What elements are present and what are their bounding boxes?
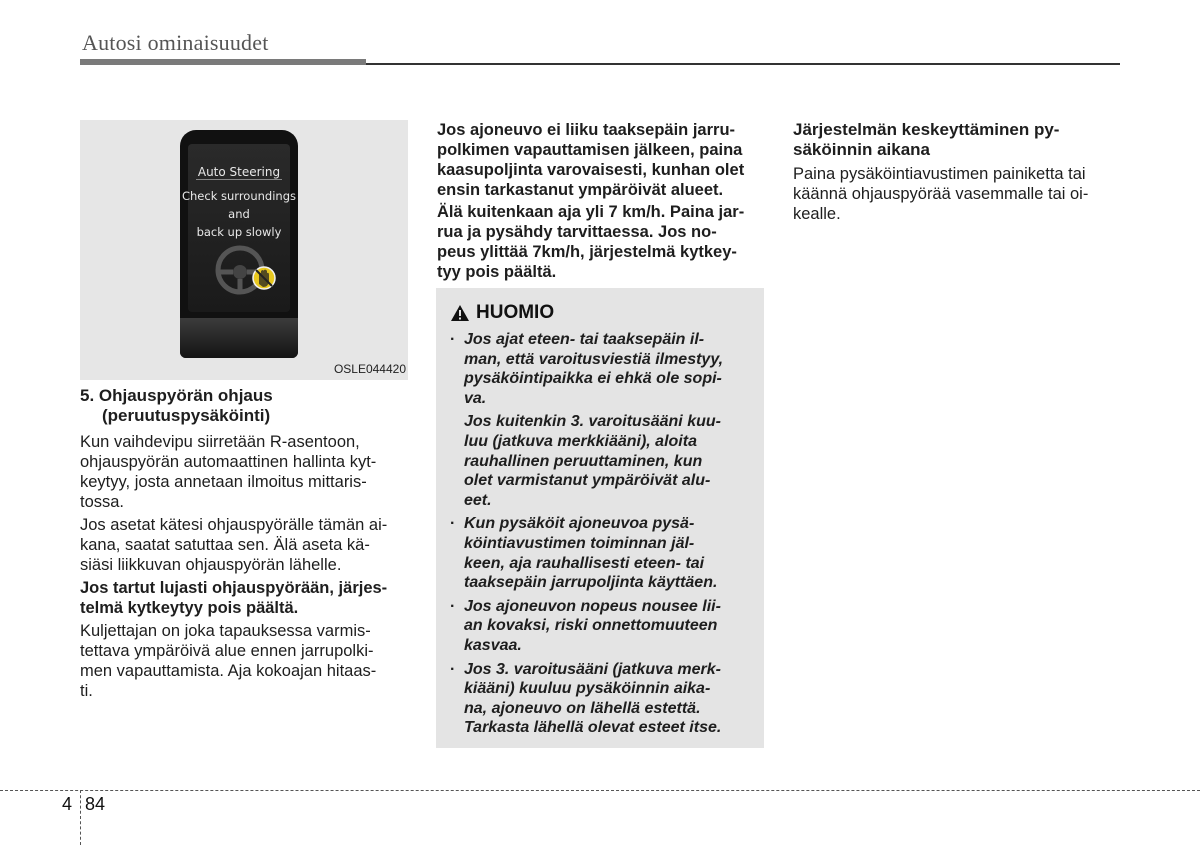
header-rule-thick — [80, 59, 366, 65]
text-line: Jos kuitenkin 3. varoitusääni kuu- — [464, 413, 721, 431]
text-line: ensin tarkastanut ympäröivät alueet. — [437, 181, 724, 199]
text-line: kaasupoljinta varovaisesti, kunhan olet — [437, 161, 745, 179]
instrument-cluster-figure — [80, 120, 408, 380]
text-line: polkimen vapauttamisen jälkeen, paina — [437, 141, 743, 159]
left-column-text — [80, 386, 410, 701]
text-line: pysäköintipaikka ei ehkä ole sopi- — [464, 370, 722, 388]
bullet: · — [450, 597, 456, 615]
text-line: rua ja pysähdy tarvittaessa. Jos no- — [437, 223, 717, 241]
text-line: Paina pysäköintiavustimen painiketta tai — [793, 165, 1086, 183]
text-line: Jos ajoneuvo ei liiku taaksepäin jarru- — [437, 121, 736, 139]
text-line: keen, aja rauhallisesti eteen- tai — [464, 554, 705, 572]
screen-line-1: Check surroundings — [181, 189, 296, 203]
caution-list — [448, 330, 758, 742]
text-line: Jos 3. varoitusääni (jatkuva merk- — [464, 660, 721, 678]
section-heading — [80, 386, 410, 426]
text-line: tettava ympäröivä alue ennen jarrupolki- — [80, 642, 374, 660]
text-line: peus ylittää 7km/h, järjestelmä kytkey- — [437, 243, 737, 261]
text-line: kasvaa. — [464, 636, 522, 654]
caution-item-text — [464, 660, 758, 738]
text-line: tyy pois päältä. — [437, 263, 557, 281]
right-heading — [793, 120, 1123, 160]
warning-triangle-icon — [450, 304, 470, 322]
middle-paragraph-1 — [437, 120, 767, 200]
text-line: Kuljettajan on joka tapauksessa varmis- — [80, 622, 371, 640]
text-line: telmä kytkeytyy pois päältä. — [80, 599, 299, 617]
caution-item-text — [464, 597, 758, 656]
middle-paragraph-2 — [437, 202, 767, 282]
text-line: men vapauttamista. Aja kokoajan hitaas- — [80, 662, 377, 680]
text-line: Jos ajat eteen- tai taaksepäin il- — [464, 331, 705, 348]
chapter-number: 4 — [62, 794, 73, 814]
section-heading-line-1: 5. Ohjauspyörän ohjaus — [80, 386, 273, 405]
screen-line-2: and — [228, 207, 250, 221]
paragraph-3-bold — [80, 578, 410, 618]
text-line: Älä kuitenkaan aja yli 7 km/h. Paina jar- — [437, 203, 745, 221]
right-paragraph-1 — [793, 164, 1123, 224]
paragraph-1 — [80, 432, 410, 512]
right-column-text — [793, 120, 1123, 224]
bullet: · — [450, 331, 456, 348]
text-line: man, että varoitusviestiä ilmestyy, — [464, 350, 724, 368]
text-line: an kovaksi, riski onnettomuuteen — [464, 617, 718, 635]
caution-item — [448, 330, 758, 510]
text-line: rauhallinen peruuttaminen, kun — [464, 452, 703, 470]
text-line: siäsi liikkuvan ohjauspyörän lähelle. — [80, 556, 342, 574]
text-line: olet varmistanut ympäröivät alu- — [464, 472, 711, 490]
section-heading-line-2: (peruutuspysäköinti) — [102, 406, 271, 425]
right-heading-line-1: Järjestelmän keskeyttäminen py- — [793, 120, 1060, 139]
figure-code: OSLE044420 — [333, 362, 406, 376]
text-line: va. — [464, 389, 487, 407]
caution-item — [448, 660, 758, 738]
text-line: kiääni) kuuluu pysäköinnin aika- — [464, 680, 711, 698]
page-header-title: Autosi ominaisuudet — [82, 30, 269, 55]
text-line: kealle. — [793, 205, 841, 223]
text-line: eet. — [464, 491, 492, 509]
screen-separator — [196, 179, 282, 180]
text-line: keytyy, josta annetaan ilmoitus mittaris- — [80, 473, 367, 491]
text-line: Kun pysäköit ajoneuvoa pysä- — [464, 515, 695, 533]
paragraph-2 — [80, 515, 410, 575]
caution-item — [448, 597, 758, 656]
page-number — [62, 794, 105, 815]
text-line: käännä ohjauspyörää vasemmalle tai oi- — [793, 185, 1089, 203]
text-line: Jos tartut lujasti ohjauspyörään, järjes- — [80, 579, 388, 597]
caution-item-text — [464, 514, 758, 592]
text-line: ohjauspyörän automaattinen hallinta kyt- — [80, 453, 377, 471]
text-line: luu (jatkuva merkkiääni), aloita — [464, 432, 697, 450]
text-line: köintiavustimen toiminnan jäl- — [464, 534, 695, 552]
text-line: na, ajoneuvo on lähellä estettä. — [464, 699, 701, 717]
header-rule-thin — [366, 63, 1120, 65]
bullet: · — [450, 660, 456, 678]
caution-box — [436, 288, 764, 748]
middle-column-text — [437, 120, 767, 282]
cluster-display — [180, 130, 298, 358]
paragraph-4 — [80, 621, 410, 701]
text-line: ti. — [80, 682, 93, 700]
steering-hand-icon — [214, 242, 280, 298]
screen-title: Auto Steering — [197, 165, 281, 179]
footer-dashed-line — [0, 790, 1200, 791]
text-line: Tarkasta lähellä olevat esteet itse. — [464, 719, 722, 737]
caution-title — [450, 302, 554, 324]
caution-title-text: HUOMIO — [476, 302, 555, 323]
text-line: Kun vaihdevipu siirretään R-asentoon, — [80, 433, 360, 451]
right-heading-line-2: säköinnin aikana — [793, 140, 930, 159]
text-line: Jos asetat kätesi ohjauspyörälle tämän ai- — [80, 516, 388, 534]
cluster-bottom-bezel — [180, 318, 298, 358]
screen-line-3: back up slowly — [196, 225, 282, 239]
text-line: kana, saatat satuttaa sen. Älä aseta kä- — [80, 536, 370, 554]
page-number-value: 84 — [85, 794, 106, 814]
text-line: tossa. — [80, 493, 125, 511]
text-line: taaksepäin jarrupoljinta käyttäen. — [464, 574, 718, 592]
bullet: · — [450, 515, 456, 533]
caution-item-text — [464, 330, 758, 408]
text-line: Jos ajoneuvon nopeus nousee lii- — [464, 597, 721, 615]
caution-item — [448, 514, 758, 592]
caution-item-extra — [464, 412, 758, 510]
